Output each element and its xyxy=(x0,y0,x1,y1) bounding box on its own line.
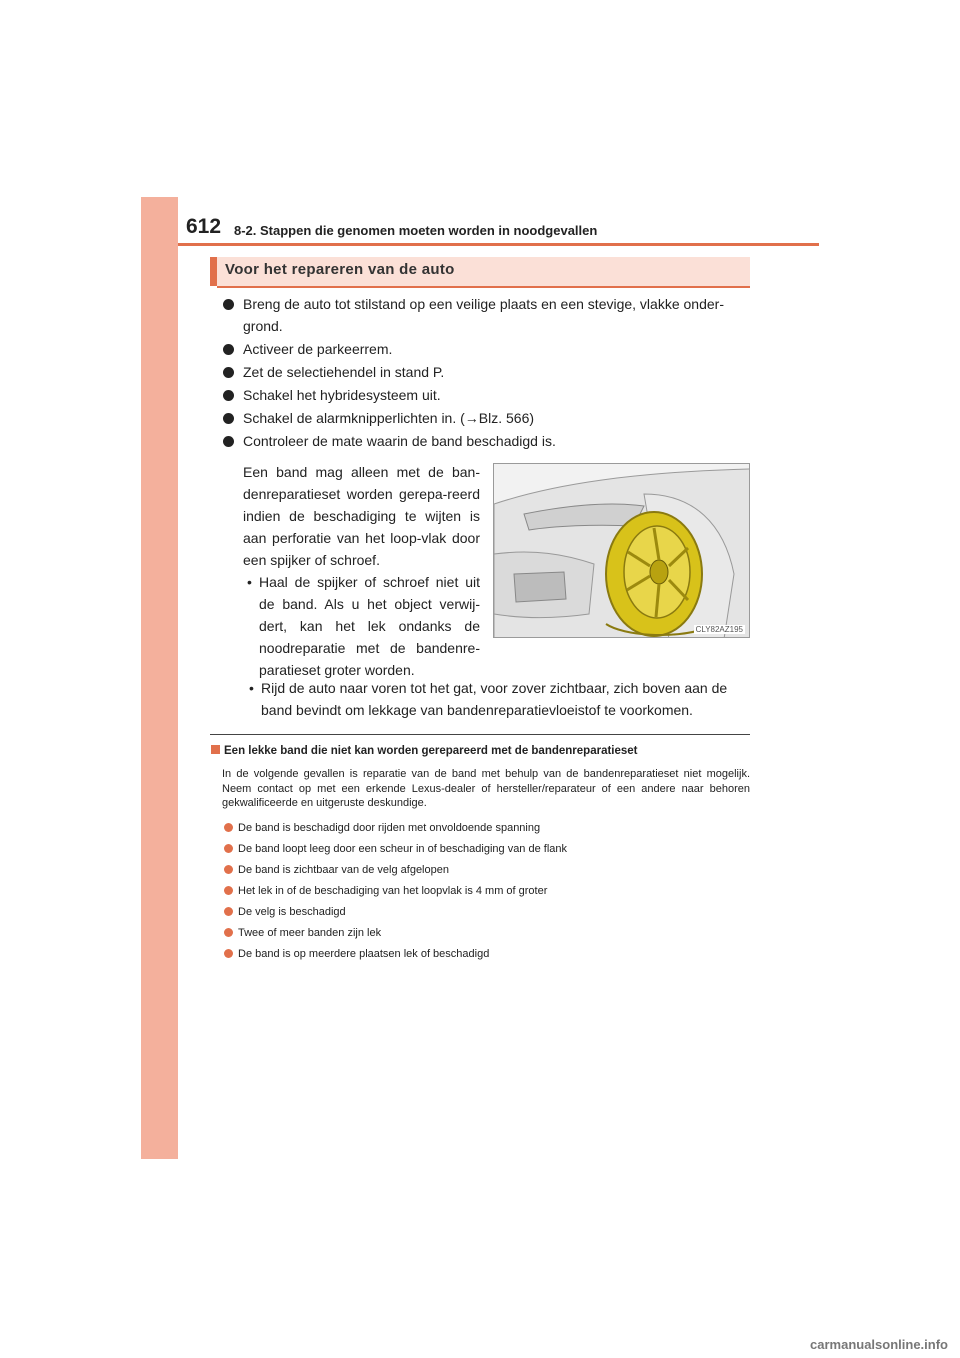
damage-paragraph: Een band mag alleen met de ban-denreparatieset worden gerepa-reerd indien de beschadiging te wijten is aan perforatie van het loop-vlak door een spijker of schroef. xyxy=(243,464,480,568)
figure-code: CLY82AZ195 xyxy=(695,625,743,634)
sub-bullet-marker: • xyxy=(247,574,252,590)
header-rule xyxy=(178,243,819,246)
bullet-icon xyxy=(224,886,233,895)
bullet-icon xyxy=(223,299,234,310)
bullet-icon xyxy=(223,390,234,401)
page-number: 612 xyxy=(186,215,222,238)
note-text: In de volgende gevallen is reparatie van de band met behulp van de bandenreparatieset niet mogelijk. Neem contact op met een erkende Lexus-dealer of hersteller/reparateur of een andere naar behoren gekwalificeerde en uitgeruste deskundige. xyxy=(222,768,750,809)
section-heading xyxy=(210,257,750,286)
list-item: Breng de auto tot stilstand op een veilige plaats en een stevige, vlakke onder-grond. xyxy=(223,293,753,337)
bullet-icon xyxy=(224,823,233,832)
list-item: Activeer de parkeerrem. xyxy=(223,338,753,360)
note-square-icon xyxy=(211,745,220,754)
sub-bullet: • Rijd de auto naar voren tot het gat, voor zover zichtbaar, zich boven aan de band bevindt om lekkage van bandenreparatievloeistof te voorkomen. xyxy=(245,677,750,721)
bullet-icon xyxy=(223,413,234,424)
section-divider xyxy=(210,734,750,735)
list-item: Schakel de alarmknipperlichten in. (→Blz. 566) xyxy=(223,407,753,429)
chapter-side-bar xyxy=(141,197,178,1159)
bullet-icon xyxy=(223,367,234,378)
car-front-wheel-drawing xyxy=(494,464,750,638)
list-item: De band is op meerdere plaatsen lek of beschadigd xyxy=(222,946,750,967)
list-item: Twee of meer banden zijn lek xyxy=(222,925,750,946)
list-item: De band is beschadigd door rijden met onvoldoende spanning xyxy=(222,820,750,841)
list-item: Zet de selectiehendel in stand P. xyxy=(223,361,753,383)
bullet-icon xyxy=(224,928,233,937)
sub-bullet: • Haal de spijker of schroef niet uit de band. Als u het object verwij-dert, kan het lek ondanks de noodreparatie met de bandenre-paratieset groter worden. xyxy=(243,571,480,681)
precaution-list xyxy=(223,293,753,453)
section-heading-label: Voor het repareren van de auto xyxy=(225,261,455,278)
list-item: Het lek in of de beschadiging van het loopvlak is 4 mm of groter xyxy=(222,883,750,904)
chapter-title: 8-2. Stappen die genomen moeten worden in noodgevallen xyxy=(234,223,598,238)
bullet-icon xyxy=(223,436,234,447)
watermark: carmanualsonline.info xyxy=(810,1337,948,1352)
note-title: Een lekke band die niet kan worden gerepareerd met de bandenreparatieset xyxy=(211,745,638,757)
list-item: De band is zichtbaar van de velg afgelopen xyxy=(222,862,750,883)
list-item: De velg is beschadigd xyxy=(222,904,750,925)
car-wheel-illustration xyxy=(493,463,750,638)
bullet-icon xyxy=(224,865,233,874)
list-item: Controleer de mate waarin de band beschadigd is. xyxy=(223,430,753,452)
bullet-icon xyxy=(223,344,234,355)
list-item: De band loopt leeg door een scheur in of beschadiging van de flank xyxy=(222,841,750,862)
list-item: Schakel het hybridesysteem uit. xyxy=(223,384,753,406)
sub-bullet-marker: • xyxy=(249,680,254,696)
damage-explanation xyxy=(243,461,480,681)
note-list xyxy=(222,820,750,967)
bullet-icon xyxy=(224,949,233,958)
bullet-icon xyxy=(224,907,233,916)
bullet-icon xyxy=(224,844,233,853)
